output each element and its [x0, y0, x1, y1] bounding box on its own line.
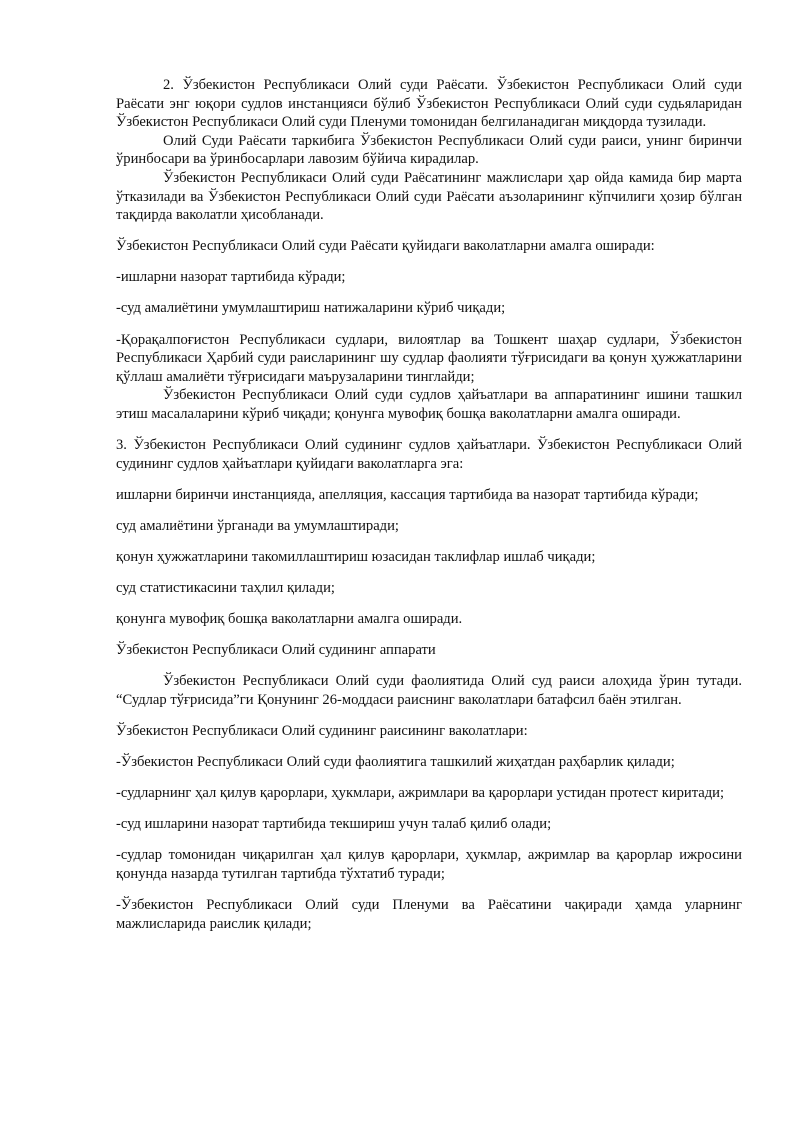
paragraph-chairman-role: Ўзбекистон Республикаси Олий суди фаолиятида Олий суд раиси алоҳида ўрин тутади. “Судлар тўғрисида”ги Қонунинг 26-моддаси раиснинг ваколатлари батафсил баён этилган.: [116, 673, 742, 708]
list-item: -судлар томонидан чиқарилган ҳал қилув қарорлари, ҳукмлар, ажримлар ва қарорлар ижросини қонунда назарда тутилган тартибда тўхтатиб туради;: [116, 847, 742, 882]
list-item: -суд амалиётини умумлаштириш натижаларини кўриб чиқади;: [116, 300, 506, 317]
list-item: -Қорақалпоғистон Республикаси судлари, вилоятлар ва Тошкент шаҳар судлари, Ўзбекистон Республикаси Ҳарбий суди раисларининг шу судлар фаолияти тўғрисидаги ва қонун ҳужжатларини қўллаш амалиёти тўғрисидаги маърузаларини тинглайди;: [116, 331, 742, 385]
document-page: [116, 76, 742, 933]
list-item: -судларнинг ҳал қилув қарорлари, ҳукмлари, ажримлари ва қарорлари устидан протест киритади;: [116, 785, 725, 802]
list-item: қонун ҳужжатларини такомиллаштириш юзасидан таклифлар ишлаб чиқади;: [116, 548, 596, 565]
paragraph-chairman-powers-heading: Ўзбекистон Республикаси Олий судининг раисининг ваколатлари:: [116, 722, 528, 739]
list-item: -Ўзбекистон Республикаси Олий суди фаолиятига ташкилий жиҳатдан раҳбарлик қилади;: [116, 754, 675, 771]
paragraph-judicial-boards: 3. Ўзбекистон Республикаси Олий судининг судлов ҳайъатлари. Ўзбекистон Республикаси Олий судининг судлов ҳайъатлари қуйидаги ваколатларга эга:: [116, 437, 742, 472]
paragraph-presidium-composition: Олий Суди Раёсати таркибига Ўзбекистон Республикаси Олий суди раиси, унинг биринчи ўринбосари ва ўринбосарлари лавозим бўйича кирадилар.: [116, 132, 742, 168]
list-item: суд амалиётини ўрганади ва умумлаштиради;: [116, 517, 399, 534]
list-item: -Ўзбекистон Республикаси Олий суди Пленуми ва Раёсатини чақиради ҳамда уларнинг мажлисларида раислик қилади;: [116, 897, 742, 932]
paragraph-presidium-meetings: Ўзбекистон Республикаси Олий суди Раёсатининг мажлислари ҳар ойда камида бир марта ўтказилади ва Ўзбекистон Республикаси Олий суди Раёсати аъзоларининг кўпчилиги ҳозир бўлган тақдирда ваколатли ҳисобланади.: [116, 169, 742, 224]
list-item: суд статистикасини таҳлил қилади;: [116, 579, 335, 596]
paragraph-presidium-organization: Ўзбекистон Республикаси Олий суди судлов ҳайъатлари ва аппаратининг ишини ташкил этиш масалаларини кўриб чиқади; қонунга мувофиқ бошқа ваколатларни амалга оширади.: [116, 387, 742, 422]
paragraph-presidium-powers-heading: Ўзбекистон Республикаси Олий суди Раёсати қуйидаги ваколатларни амалга оширади:: [116, 238, 655, 255]
list-item: қонунга мувофиқ бошқа ваколатларни амалга оширади.: [116, 611, 463, 628]
section-heading-apparatus: Ўзбекистон Республикаси Олий судининг аппарати: [116, 642, 436, 659]
list-item: ишларни биринчи инстанцияда, апелляция, кассация тартибида ва назорат тартибида кўради;: [116, 486, 699, 503]
list-item: -ишларни назорат тартибида кўради;: [116, 269, 346, 286]
list-item: -суд ишларини назорат тартибида текшириш учун талаб қилиб олади;: [116, 816, 552, 833]
paragraph-presidium-intro: 2. Ўзбекистон Республикаси Олий суди Раёсати. Ўзбекистон Республикаси Олий суди Раёсати энг юқори судлов инстанцияси бўлиб Ўзбекистон Республикаси Олий суди судьяларидан Ўзбекистон Республикаси Олий суди Пленуми томонидан белгиланадиган миқдорда тузилади.: [116, 77, 742, 131]
